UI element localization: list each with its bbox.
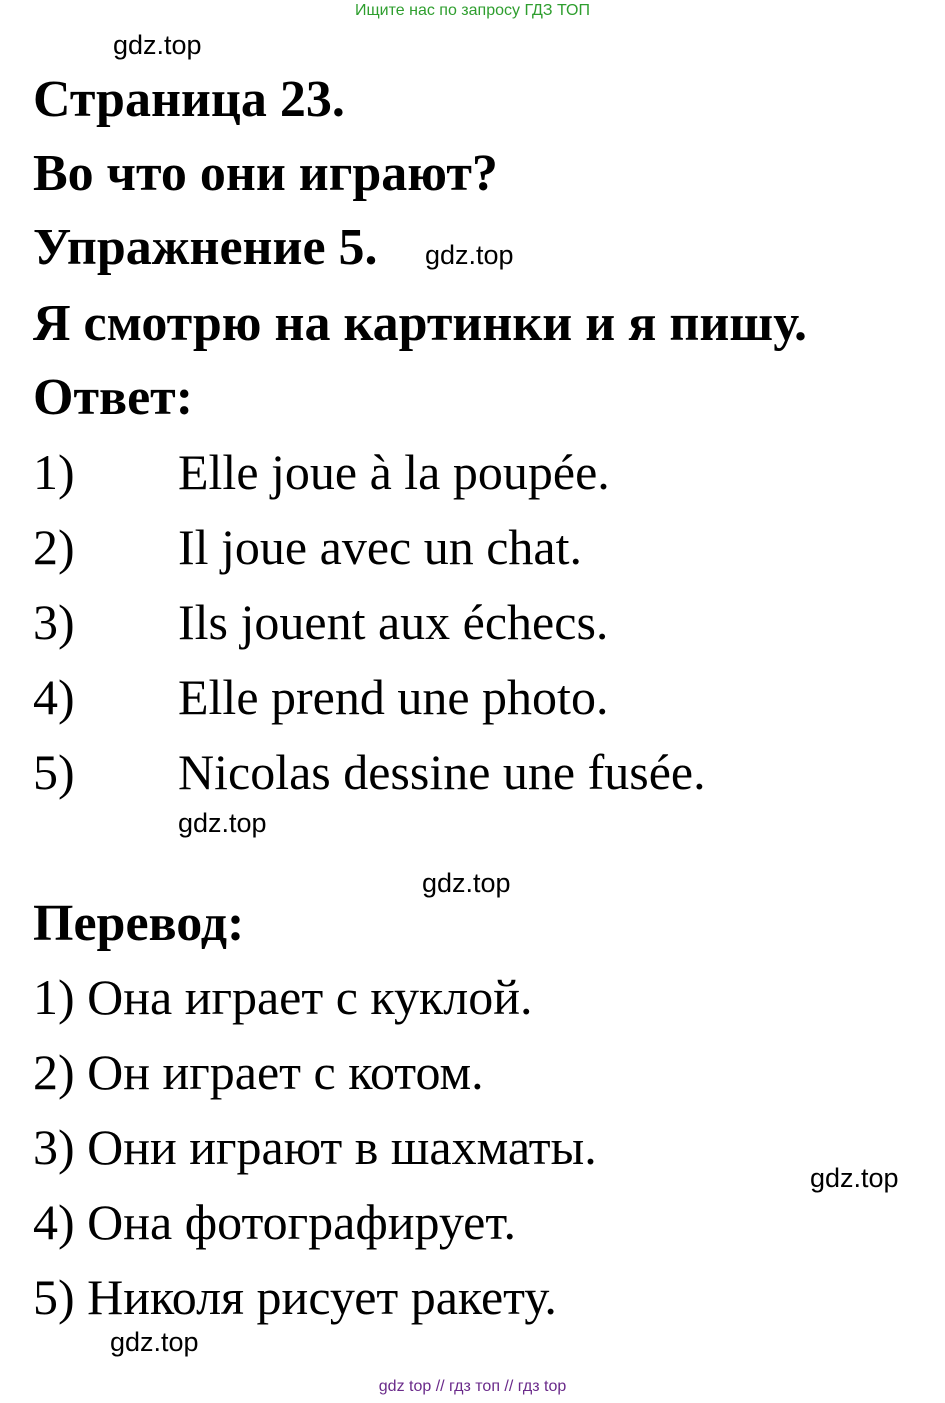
watermark: gdz.top bbox=[110, 1327, 199, 1357]
translation-line: 4) Она фотографирует. bbox=[33, 1194, 516, 1250]
translation-line: 2) Он играет с котом. bbox=[33, 1044, 484, 1100]
answer-number: 2) bbox=[33, 519, 75, 575]
translation-heading: Перевод: bbox=[33, 895, 245, 952]
task-title: Я смотрю на картинки и я пишу. bbox=[33, 295, 807, 352]
answer-number: 1) bbox=[33, 444, 75, 500]
answer-text: Il joue avec un chat. bbox=[178, 519, 582, 575]
watermark: gdz.top bbox=[810, 1163, 899, 1193]
answer-number: 5) bbox=[33, 744, 75, 800]
answer-number: 3) bbox=[33, 594, 75, 650]
answer-text: Elle prend une photo. bbox=[178, 669, 609, 725]
translation-line: 5) Николя рисует ракету. bbox=[33, 1269, 557, 1325]
answer-number: 4) bbox=[33, 669, 75, 725]
answer-text: Nicolas dessine une fusée. bbox=[178, 744, 706, 800]
footer-links[interactable]: gdz top // гдз топ // гдз top bbox=[378, 1378, 567, 1395]
search-banner[interactable]: Ищите нас по запросу ГДЗ ТОП bbox=[355, 2, 590, 19]
topic-title: Во что они играют? bbox=[33, 145, 498, 202]
watermark: gdz.top bbox=[422, 868, 511, 898]
watermark: gdz.top bbox=[113, 30, 202, 60]
watermark: gdz.top bbox=[178, 808, 267, 838]
answer-heading: Ответ: bbox=[33, 369, 194, 426]
exercise-title: Упражнение 5. bbox=[33, 219, 378, 276]
page-title: Страница 23. bbox=[33, 71, 345, 128]
answer-text: Ils jouent aux échecs. bbox=[178, 594, 609, 650]
answer-text: Elle joue à la poupée. bbox=[178, 444, 610, 500]
watermark: gdz.top bbox=[425, 240, 514, 270]
translation-line: 3) Они играют в шахматы. bbox=[33, 1119, 597, 1175]
translation-line: 1) Она играет с куклой. bbox=[33, 969, 533, 1025]
